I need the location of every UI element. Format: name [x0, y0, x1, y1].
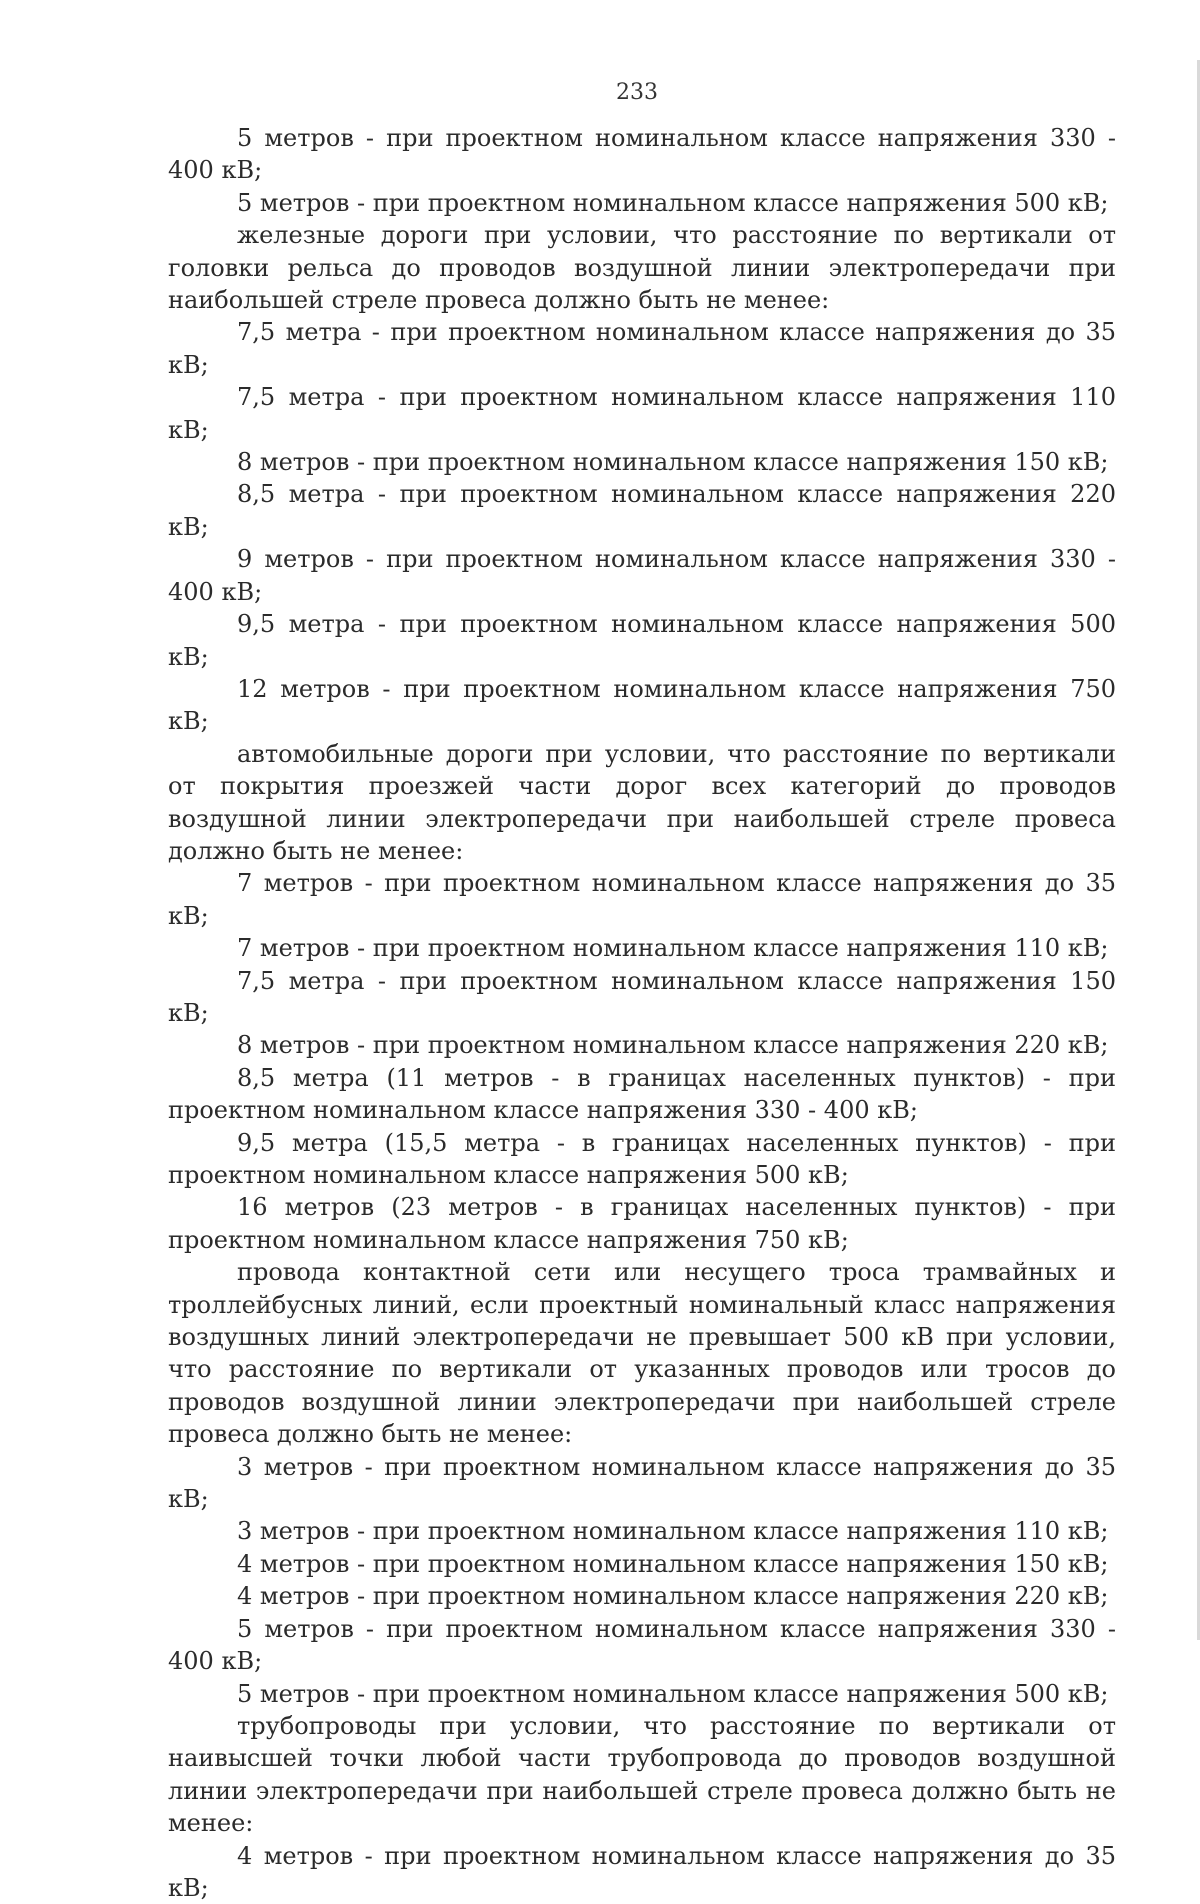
paragraph: 8 метров - при проектном номинальном классе напряжения 150 кВ;	[237, 448, 1109, 477]
paragraph: 7,5 метра - при проектном номинальном классе напряжения до 35 кВ;	[168, 318, 1116, 379]
paragraph: 7,5 метра - при проектном номинальном классе напряжения 110 кВ;	[168, 383, 1116, 444]
paragraph: 7 метров - при проектном номинальном классе напряжения 110 кВ;	[237, 934, 1109, 963]
page-number: 233	[616, 80, 658, 105]
paragraph: 5 метров - при проектном номинальном классе напряжения 500 кВ;	[237, 188, 1109, 217]
paragraph: 4 метров - при проектном номинальном классе напряжения 220 кВ;	[237, 1582, 1109, 1611]
paragraph: 5 метров - при проектном номинальном классе напряжения 330 - 400 кВ;	[168, 124, 1116, 185]
paragraph: 7,5 метра - при проектном номинальном классе напряжения 150 кВ;	[168, 966, 1116, 1027]
paragraph: 5 метров - при проектном номинальном классе напряжения 330 - 400 кВ;	[168, 1614, 1116, 1676]
paragraph: 9,5 метра - при проектном номинальном классе напряжения 500 кВ;	[168, 610, 1116, 671]
paragraph: 9 метров - при проектном номинальном классе напряжения 330 - 400 кВ;	[168, 545, 1116, 606]
paragraph: 12 метров - при проектном номинальном классе напряжения 750 кВ;	[168, 674, 1116, 736]
paragraph: 5 метров - при проектном номинальном классе напряжения 500 кВ;	[237, 1679, 1109, 1708]
paragraph: 3 метров - при проектном номинальном классе напряжения до 35 кВ;	[168, 1452, 1116, 1514]
paragraph: 9,5 метра (15,5 метра - в границах населенных пунктов) - при проектном номинальном классе напряжения 500 кВ;	[168, 1128, 1116, 1189]
paragraph: провода контактной сети или несущего троса трамвайных и троллейбусных линий, если проектный номинальный класс напряжения воздушных линий электропередачи не превышает 500 кВ при условии, что расстояние по вертикали от указанных проводов или тросов до проводов воздушной линии электропередачи при наибольшей стреле провеса должно быть не менее:	[168, 1258, 1116, 1449]
paragraph: 8,5 метра - при проектном номинальном классе напряжения 220 кВ;	[168, 480, 1116, 541]
paragraph: 8,5 метра (11 метров - в границах населенных пунктов) - при проектном номинальном классе напряжения 330 - 400 кВ;	[168, 1063, 1116, 1125]
document-body	[168, 122, 1116, 1904]
paragraph: трубопроводы при условии, что расстояние по вертикали от наивысшей точки любой части трубопровода до проводов воздушной линии электропередачи при наибольшей стреле провеса должно быть не менее:	[168, 1711, 1116, 1838]
paragraph: железные дороги при условии, что расстояние по вертикали от головки рельса до проводов воздушной линии электропередачи при наибольшей стреле провеса должно быть не менее:	[168, 221, 1116, 315]
paragraph: автомобильные дороги при условии, что расстояние по вертикали от покрытия проезжей части дорог всех категорий до проводов воздушной линии электропередачи при наибольшей стреле провеса должно быть не менее:	[168, 739, 1116, 865]
paragraph: 4 метров - при проектном номинальном классе напряжения 150 кВ;	[237, 1549, 1109, 1578]
paragraph: 3 метров - при проектном номинальном классе напряжения 110 кВ;	[237, 1517, 1109, 1546]
paragraph: 16 метров (23 метров - в границах населенных пунктов) - при проектном номинальном классе напряжения 750 кВ;	[168, 1193, 1116, 1254]
paragraph: 4 метров - при проектном номинальном классе напряжения до 35 кВ;	[168, 1841, 1116, 1902]
paragraph: 8 метров - при проектном номинальном классе напряжения 220 кВ;	[237, 1031, 1109, 1060]
paragraph: 7 метров - при проектном номинальном классе напряжения до 35 кВ;	[168, 869, 1116, 930]
